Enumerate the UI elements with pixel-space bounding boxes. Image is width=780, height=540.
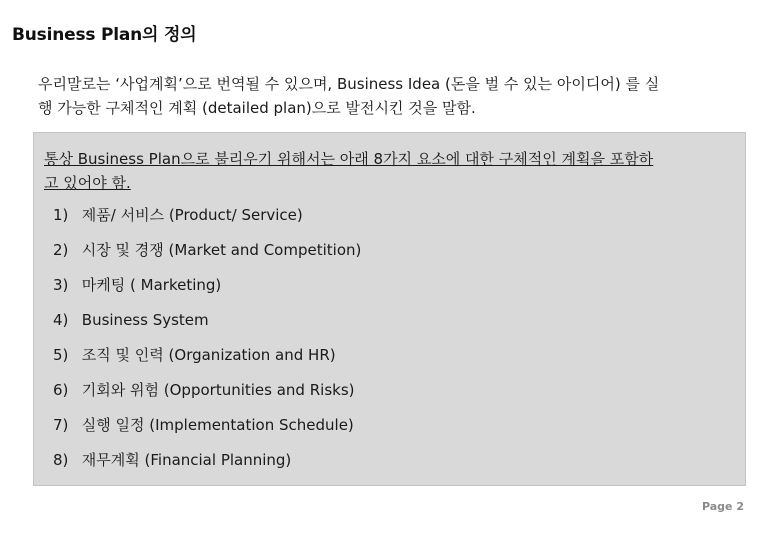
intro-paragraph [38, 72, 738, 120]
item-number: 8) [53, 451, 69, 469]
list-item [53, 450, 361, 485]
item-number: 1) [53, 206, 69, 224]
item-text: Business System [81, 311, 209, 329]
item-text: 실행 일정 (Implementation Schedule) [81, 416, 354, 434]
item-number: 3) [53, 276, 69, 294]
item-text: 조직 및 인력 (Organization and HR) [81, 346, 336, 364]
item-text: 시장 및 경쟁 (Market and Competition) [81, 241, 362, 259]
list-item [53, 310, 361, 345]
item-number: 7) [53, 416, 69, 434]
item-number: 2) [53, 241, 69, 259]
item-number: 4) [53, 311, 69, 329]
list-item [53, 240, 361, 275]
intro-line: 우리말로는 ‘사업계획’으로 번역될 수 있으며, Business Idea (돈을 벌 수 있는 아이디어) 를 실 [38, 75, 660, 93]
page-number: Page 2 [701, 500, 744, 513]
item-number: 6) [53, 381, 69, 399]
lead-line: 통상 Business Plan으로 불리우기 위해서는 아래 8가지 요소에 대한 구체적인 계획을 포함하 [44, 150, 654, 168]
lead-line: 고 있어야 함. [44, 174, 131, 192]
item-text: 제품/ 서비스 (Product/ Service) [81, 206, 303, 224]
box-lead-text [44, 147, 744, 195]
list-item [53, 275, 361, 310]
item-text: 재무계획 (Financial Planning) [81, 451, 292, 469]
intro-line: 행 가능한 구체적인 계획 (detailed plan)으로 발전시킨 것을 말함. [38, 99, 476, 117]
list-item [53, 415, 361, 450]
elements-box [33, 132, 746, 486]
item-number: 5) [53, 346, 69, 364]
slide-title: Business Plan의 정의 [12, 25, 197, 45]
item-text: 기회와 위험 (Opportunities and Risks) [81, 381, 355, 399]
list-item [53, 345, 361, 380]
elements-list [53, 205, 361, 485]
list-item [53, 205, 361, 240]
item-text: 마케팅 ( Marketing) [81, 276, 222, 294]
list-item [53, 380, 361, 415]
